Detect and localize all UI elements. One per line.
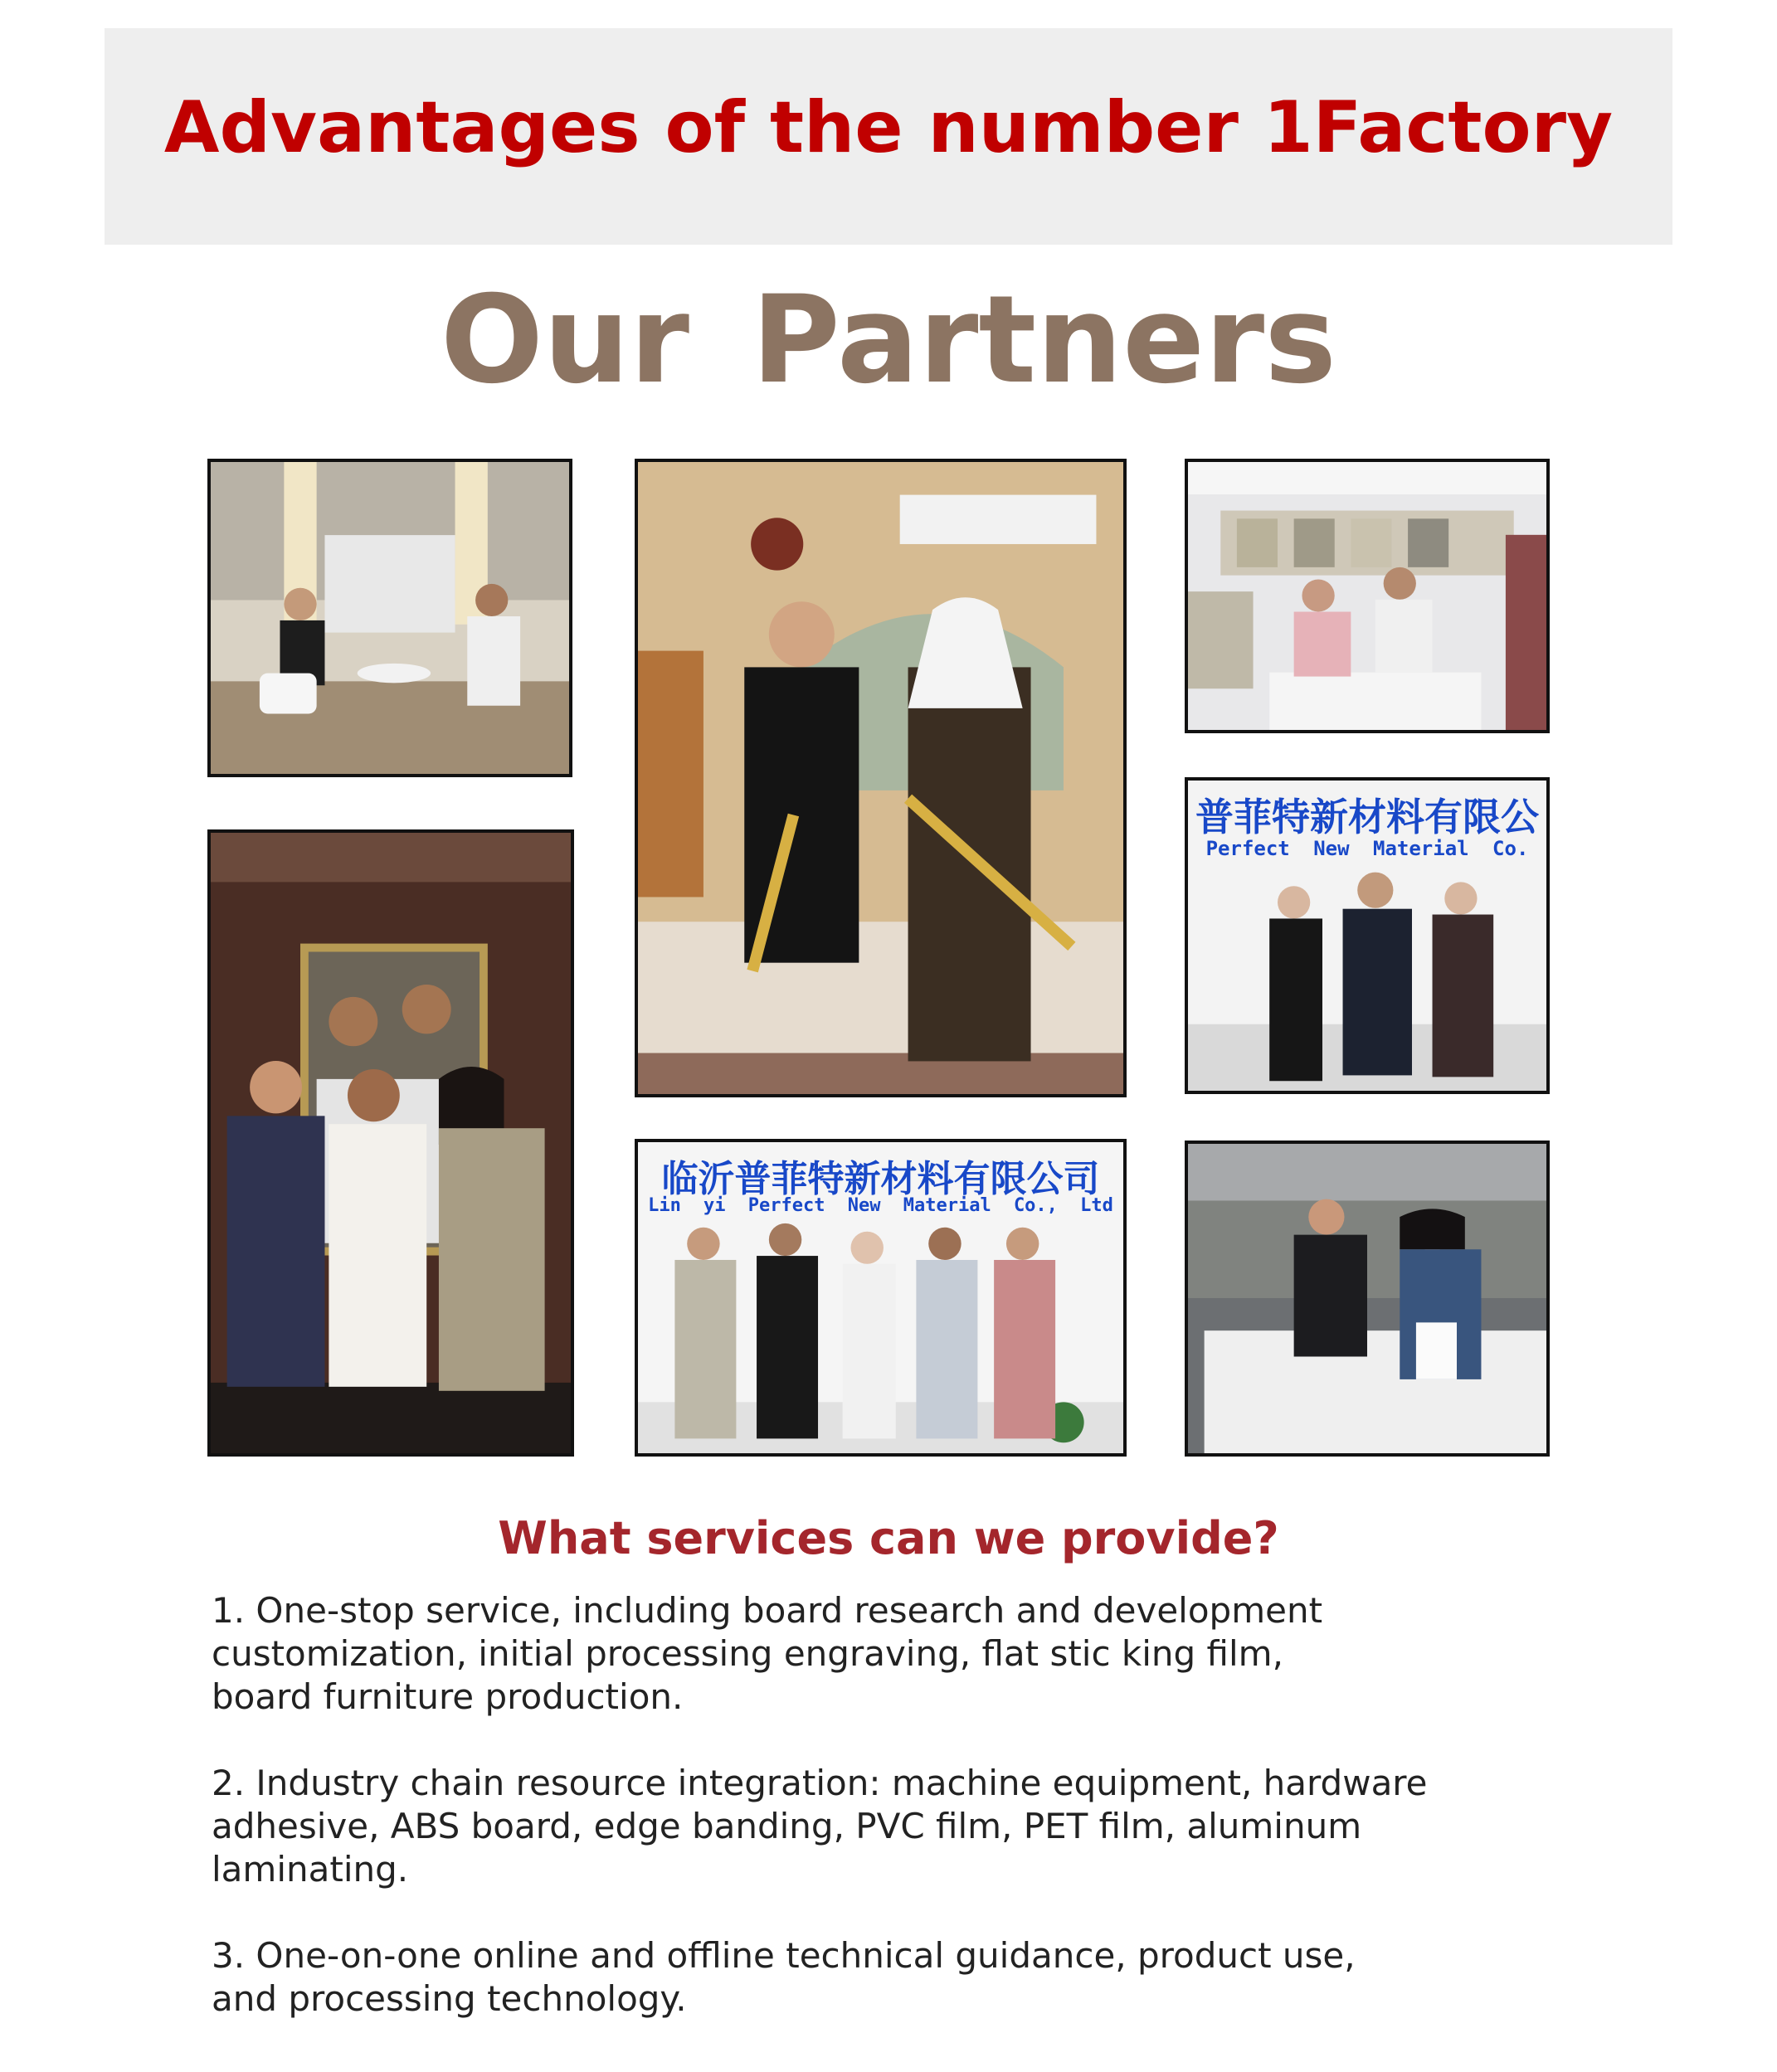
partner-photo-factory	[1185, 1141, 1550, 1457]
company-sign-chinese-full: 临沂普菲特新材料有限公司	[661, 1158, 1100, 1200]
services-title: What services can we provide?	[498, 1512, 1279, 1564]
partner-photo-company-wall-small	[1185, 777, 1550, 1094]
partner-photo-company-wall-group	[635, 1139, 1127, 1457]
service-item-2: 2. Industry chain resource integration: machine equipment, hardware adhesive, ABS board, edge banding, PVC film, PET film, aluminum laminating.	[212, 1763, 1428, 1890]
partner-photo-office-meeting	[207, 459, 572, 777]
service-item-3: 3. One-on-one online and offline technical guidance, product use, and processing technology.	[212, 1935, 1356, 2019]
section-title: Our Partners	[440, 270, 1337, 411]
company-sign-english: Perfect New Material Co.	[1205, 837, 1529, 860]
company-sign-chinese: 普菲特新材料有限公	[1195, 795, 1539, 839]
partner-photo-showroom	[1185, 459, 1550, 733]
service-item-1: 1. One-stop service, including board research and development customization, initial processing engraving, flat stic king film, board furniture production.	[212, 1590, 1323, 1717]
services-list	[212, 1589, 1622, 2064]
partner-photo-portrait-room	[207, 829, 574, 1457]
banner-title: Advantages of the number 1Factory	[163, 86, 1614, 169]
company-sign-english-full: Lin yi Perfect New Material Co., Ltd	[648, 1195, 1113, 1216]
header-banner	[105, 28, 1672, 245]
partner-photo-swords	[635, 459, 1127, 1097]
